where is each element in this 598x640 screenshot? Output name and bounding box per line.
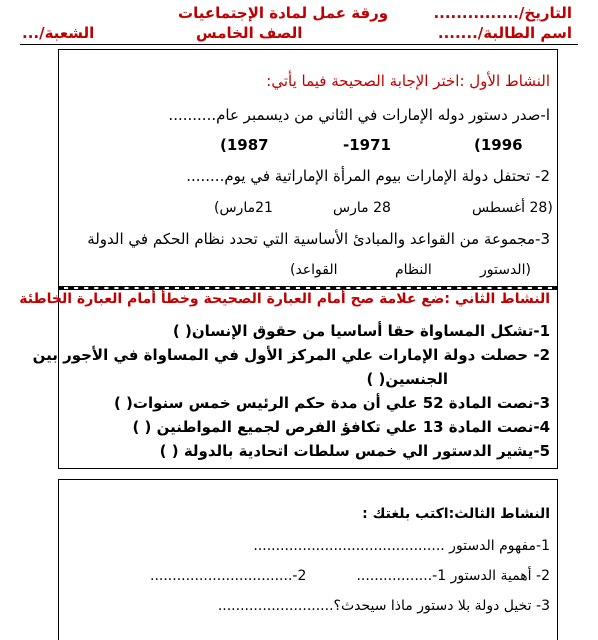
activity1-q3-option-3[interactable]: القواعد): [290, 262, 338, 278]
activity2-item-4[interactable]: 4-نصت المادة 13 علي تكافؤ الفرص لجميع المواطنين ( ): [132, 418, 550, 436]
activity1-q1-option-2[interactable]: -1971: [343, 136, 391, 154]
activity3-question-2b[interactable]: 2-................................: [150, 568, 307, 584]
activity2-item-1[interactable]: 1-تشكل المساواة حقا أساسيا من حقوق الإنسان( ): [172, 322, 550, 340]
activity2-item-2[interactable]: 2- حصلت دولة الإمارات علي المركز الأول في المساواة في الأجور بين: [32, 346, 550, 364]
student-name-field[interactable]: اسم الطالبة/.......: [437, 24, 572, 42]
activity2-item-2-cont[interactable]: الجنسين( ): [366, 370, 448, 388]
activity2-title: النشاط الثاني :ضع علامة صح أمام العبارة الصحيحة وخطأ أمام العبارة الخاطئة: [19, 291, 550, 307]
activity3-question-1[interactable]: 1-مفهوم الدستور ...........................................: [253, 538, 550, 554]
activity2-item-3[interactable]: 3-نصت المادة 52 علي أن مدة حكم الرئيس خمس سنوات( ): [113, 394, 550, 412]
worksheet-title: ورقة عمل لمادة الإجتماعيات: [178, 4, 389, 22]
activity1-q3-option-2[interactable]: النظام: [395, 262, 432, 278]
activity3-question-2a[interactable]: 2- أهمية الدستور 1-.................: [356, 568, 550, 584]
activity3-question-3[interactable]: 3- تخيل دولة بلا دستور ماذا سيحدث؟..........................: [217, 598, 550, 614]
activity3-title: النشاط الثالث:اكتب بلغتك :: [362, 506, 550, 522]
activity1-q1-option-1[interactable]: (1996: [474, 136, 523, 154]
date-field[interactable]: التاريخ/...............: [433, 4, 572, 22]
activity1-question-3: 3-مجموعة من القواعد والمبادئ الأساسية التي تحدد نظام الحكم في الدولة: [87, 230, 550, 248]
activity1-question-1: ا-صدر دستور دوله الإمارات في الثاني من ديسمبر عام..........: [168, 106, 550, 124]
activity1-q3-option-1[interactable]: (الدستور: [480, 262, 531, 278]
grade-label: الصف الخامس: [196, 24, 303, 42]
activity1-q2-option-2[interactable]: 28 مارس: [333, 200, 391, 216]
header-divider: [20, 44, 578, 45]
activity1-q2-option-3[interactable]: 21مارس): [214, 200, 273, 216]
activity1-q1-option-3[interactable]: (1987: [220, 136, 269, 154]
activity2-item-5[interactable]: 5-يشير الدستور الي خمس سلطات اتحادية بالدولة ( ): [159, 442, 550, 460]
activity1-question-2: 2- تحتفل دولة الإمارات بيوم المرأة الإماراتية في يوم........: [186, 167, 550, 185]
activity3-box: [58, 479, 558, 640]
activity1-q2-option-1[interactable]: (28 أغسطس: [472, 200, 553, 216]
activity1-title: النشاط الأول :اختر الإجابة الصحيحة فيما يأتي:: [266, 72, 550, 90]
section-field[interactable]: الشعبة/...: [22, 24, 95, 42]
